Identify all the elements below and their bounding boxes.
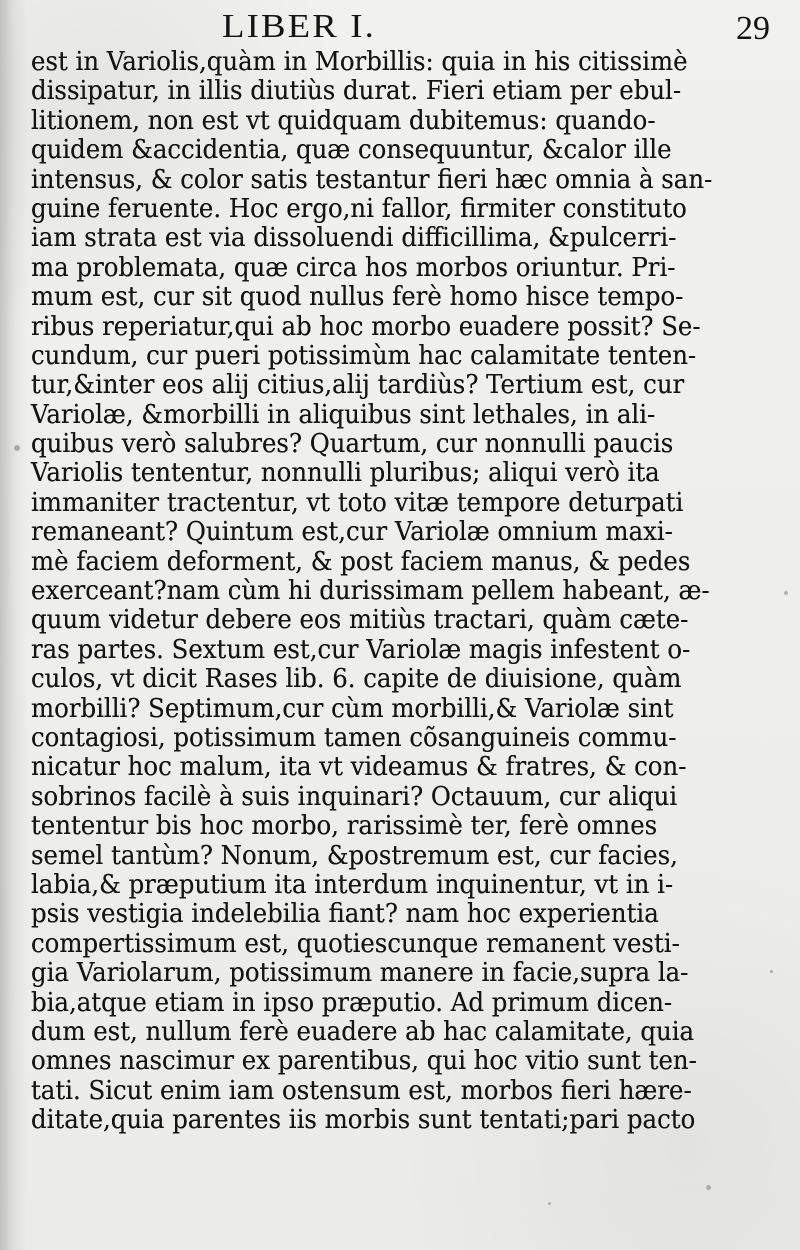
text-line-9: mum est, cur sit quod nullus ferè homo hisce tempo- <box>31 282 684 313</box>
text-line-21: ras partes. Sextum est,cur Variolæ magis infestent o- <box>31 634 691 665</box>
text-line-20: quum videtur debere eos mitiùs tractari, quàm cæte- <box>31 605 689 636</box>
text-line-7: iam strata est via dissoluendi difficillima, &pulcerri- <box>31 223 677 254</box>
text-line-23: morbilli? Septimum,cur cùm morbilli,& Variolæ sint <box>31 693 674 724</box>
text-line-27: tententur bis hoc morbo, rarissimè ter, ferè omnes <box>31 811 658 842</box>
scan-speck <box>784 591 788 595</box>
scan-speck <box>548 1202 551 1205</box>
scan-speck <box>706 1185 711 1190</box>
text-line-12: tur,&inter eos alij citius,alij tardiùs? Tertium est, cur <box>31 370 685 401</box>
text-line-30: psis vestigia indelebilia fiant? nam hoc experientia <box>31 899 659 930</box>
text-line-37: ditate,quia parentes iis morbis sunt tentati;pari pacto <box>31 1105 696 1136</box>
text-line-28: semel tantùm? Nonum, &postremum est, cur facies, <box>31 840 678 871</box>
main-text-block <box>31 48 775 1135</box>
running-title: LIBER I. <box>222 8 376 45</box>
text-line-31: compertissimum est, quotiescunque remanent vesti- <box>31 928 680 959</box>
text-line-14: quibus verò salubres? Quartum, cur nonnulli paucis <box>31 429 674 460</box>
text-line-10: ribus reperiatur,qui ab hoc morbo euadere possit? Se- <box>31 311 701 342</box>
text-line-13: Variolæ, &morbilli in aliquibus sint lethales, in ali- <box>31 399 656 430</box>
text-line-8: ma problemata, quæ circa hos morbos oriuntur. Pri- <box>31 252 676 283</box>
text-line-26: sobrinos facilè à suis inquinari? Octauum, cur aliqui <box>31 781 678 812</box>
text-line-2: dissipatur, in illis diutiùs durat. Fieri etiam per ebul- <box>31 76 682 107</box>
text-line-29: labia,& præputium ita interdum inquinentur, vt in i- <box>31 869 674 900</box>
text-line-33: bia,atque etiam in ipso præputio. Ad primum dicen- <box>31 987 673 1018</box>
text-line-6: guine feruente. Hoc ergo,ni fallor, firmiter constituto <box>31 193 687 224</box>
text-line-25: nicatur hoc malum, ita vt videamus & fratres, & con- <box>31 752 687 783</box>
text-line-3: litionem, non est vt quidquam dubitemus: quando- <box>31 105 656 136</box>
page-header <box>0 8 800 48</box>
text-line-15: Variolis tententur, nonnulli pluribus; aliqui verò ita <box>31 458 660 489</box>
text-line-36: tati. Sicut enim iam ostensum est, morbos fieri hære- <box>31 1075 692 1106</box>
text-line-22: culos, vt dicit Rases lib. 6. capite de diuisione, quàm <box>31 664 682 695</box>
page-gutter-shadow <box>0 0 28 1250</box>
page-number: 29 <box>736 10 770 47</box>
text-line-17: remaneant? Quintum est,cur Variolæ omnium maxi- <box>31 517 673 548</box>
text-line-16: immaniter tractentur, vt toto vitæ tempore deturpati <box>31 487 684 518</box>
text-line-35: omnes nascimur ex parentibus, qui hoc vitio sunt ten- <box>31 1046 697 1077</box>
text-line-24: contagiosi, potissimum tamen cõsanguineis commu- <box>31 722 677 753</box>
text-line-19: exerceant?nam cùm hi durissimam pellem habeant, æ- <box>31 576 710 607</box>
text-line-34: dum est, nullum ferè euadere ab hac calamitate, quia <box>31 1016 695 1047</box>
text-line-18: mè faciem deforment, & post faciem manus, & pedes <box>31 546 691 577</box>
scan-speck <box>770 970 773 973</box>
text-line-4: quidem &accidentia, quæ consequuntur, &calor ille <box>31 135 672 166</box>
scan-speck <box>14 445 20 451</box>
text-line-1: est in Variolis,quàm in Morbillis: quia in his citissimè <box>31 47 688 77</box>
text-line-32: gia Variolarum, potissimum manere in facie,supra la- <box>31 958 689 989</box>
text-line-11: cundum, cur pueri potissimùm hac calamitate tenten- <box>31 340 697 371</box>
text-line-5: intensus, & color satis testantur fieri hæc omnia à san- <box>31 164 713 195</box>
